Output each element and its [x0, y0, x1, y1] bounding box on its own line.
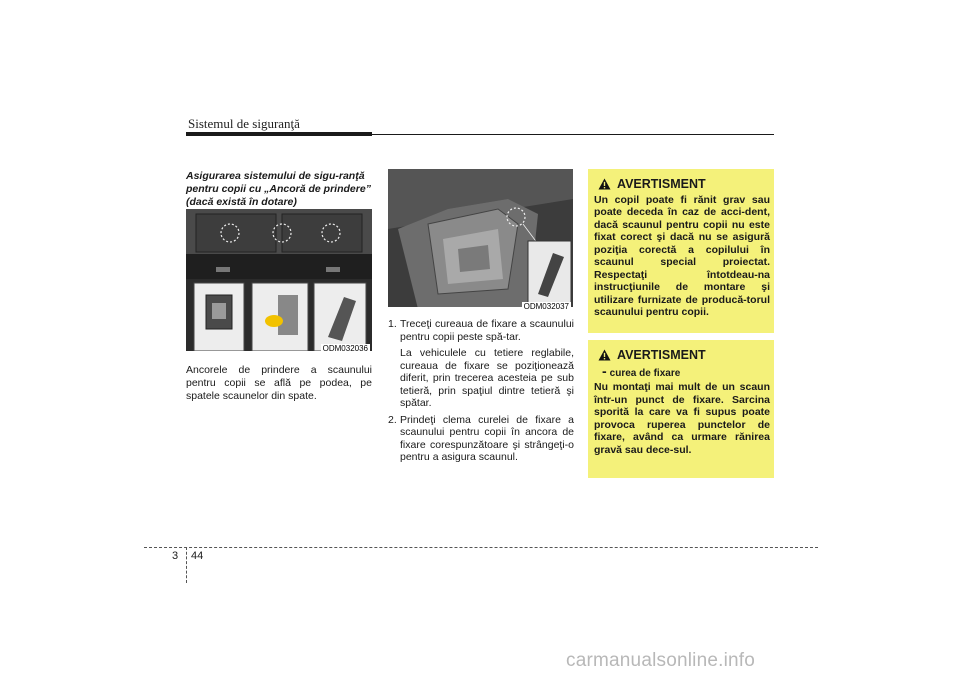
section-number: 3 — [172, 550, 179, 562]
watermark: carmanualsonline.info — [566, 650, 756, 671]
section-heading: Asigurarea sistemului de sigu-ranţă pentru copii cu „Ancoră de prindere” (dacă există în dotare) — [186, 170, 371, 208]
step-number: 1. — [388, 318, 397, 330]
step-1-note: La vehiculele cu tetiere reglabile, cureaua de fixare se poziţionează diferit, prin trecerea acesteia pe sub tetieră, prin spaţiul dintre tetieră şi spătar. — [400, 347, 574, 409]
step-1 — [388, 318, 574, 343]
anchor-location-photo — [186, 209, 372, 356]
step-text: Treceţi cureaua de fixare a scaunului pentru copii peste spă-tar. — [400, 318, 574, 343]
warning-header — [598, 349, 770, 362]
instructions — [388, 318, 574, 464]
warning-text: Un copil poate fi rănit grav sau poate deceda în caz de acci-dent, dacă scaunul pentru copii nu este fixat corect şi dacă nu se asigură poziţia corectă a copilului în scaunul special proiectat. Respectaţi întotdeau-na instrucţiunile de montare şi utilizare furnizate de producă-torul scaunului pentru copii. — [594, 193, 770, 318]
warning-text: Nu montaţi mai mult de un scaun într-un punct de fixare. Sarcina sporită la care va fi supus poate provoca ruperea punctelor de fixare, având ca urmare rănirea gravă sau dece-sul. — [594, 381, 770, 456]
header-bar — [186, 132, 372, 136]
warning-triangle-icon — [598, 349, 611, 361]
warning-box — [588, 169, 774, 333]
step-number: 2. — [388, 413, 397, 426]
footer-rule — [144, 547, 818, 548]
warning-header — [598, 178, 770, 191]
step-2 — [388, 414, 574, 464]
page-number: 44 — [191, 550, 204, 562]
anchor-location-illustration — [186, 209, 372, 356]
chapter-title: Sistemul de siguranţă — [188, 116, 300, 131]
warning-title: AVERTISMENT — [617, 348, 706, 362]
subtitle-text: curea de fixare — [609, 367, 681, 379]
child-seat-illustration — [388, 169, 573, 314]
subtitle-dash: - — [602, 362, 607, 379]
header-rule — [372, 134, 774, 135]
footer-divider — [186, 547, 187, 583]
warning-subtitle — [602, 362, 770, 381]
image-code: ODM032036 — [322, 344, 368, 353]
anchor-location-text: Ancorele de prindere a scaunului pentru copii se află pe podea, pe spatele scaunelor din spate. — [186, 364, 372, 402]
image-code: ODM032037 — [523, 302, 569, 311]
warning-title: AVERTISMENT — [617, 177, 706, 191]
warning-box-tether — [588, 340, 774, 478]
step-text: Prindeţi clema curelei de fixare a scaunului pentru copii în ancora de fixare corespunzătoare şi strângeţi-o pentru a asigura scaunul. — [400, 413, 574, 463]
warning-triangle-icon — [598, 178, 611, 190]
child-seat-photo — [388, 169, 573, 314]
